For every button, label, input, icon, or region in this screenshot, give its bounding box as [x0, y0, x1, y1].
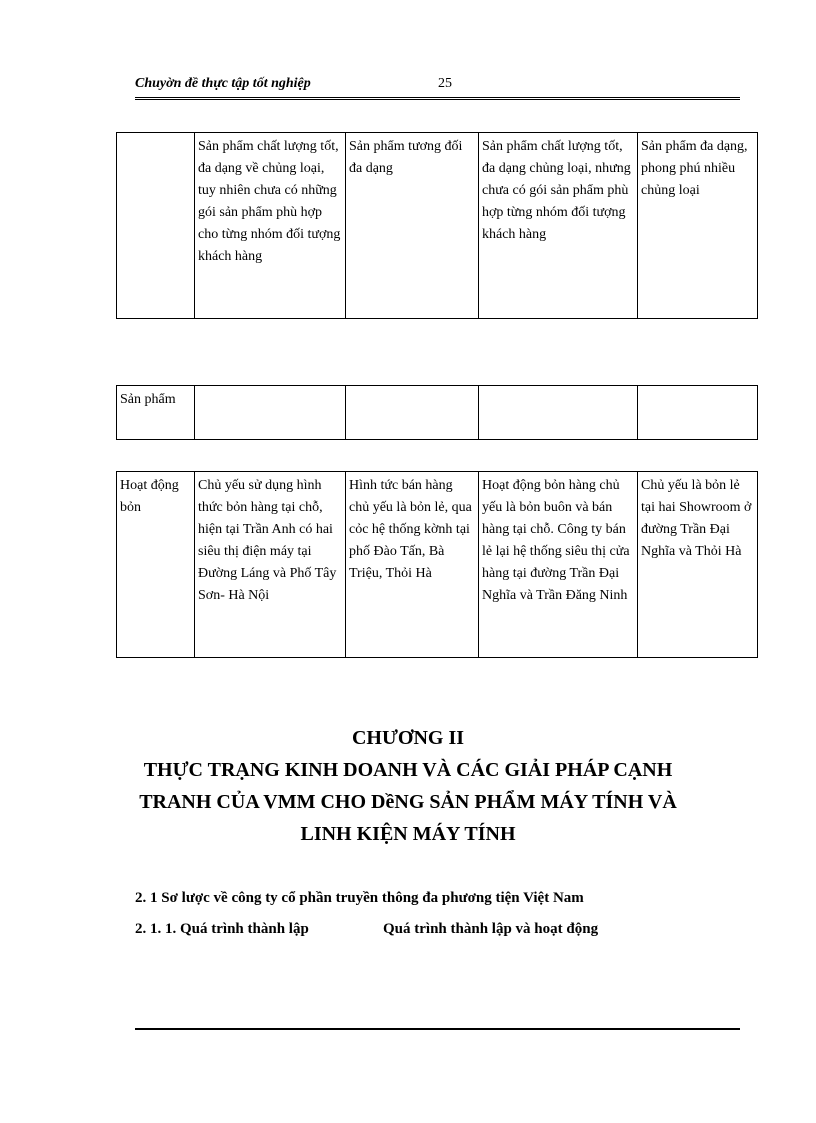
table-cell: Hoạt động bỏn hàng chủ yếu là bỏn buôn và bán hàng tại chỗ. Công ty bán lẻ lại hệ thống siêu thị cửa hàng tại đường Trần Đại Nghĩa và Trần Đăng Ninh	[479, 472, 638, 658]
table-cell: Sản phẩm đa dạng, phong phú nhiều chủng loại	[638, 133, 758, 319]
row-label-sales	[117, 472, 195, 658]
sales-activity-table	[116, 471, 758, 658]
section-heading-2-1: 2. 1 Sơ lược về công ty cổ phần truyền thông đa phương tiện Việt Nam	[135, 890, 584, 906]
table-cell: Chủ yếu là bỏn lẻ tại hai Showroom ở đường Trần Đại Nghĩa và Thỏi Hà	[638, 472, 758, 658]
table-cell: Sản phẩm chất lượng tốt, đa dạng về chủng loại, tuy nhiên chưa có những gói sản phẩm phù hợp cho từng nhóm đối tượng khách hàng	[195, 133, 346, 319]
header-title: Chuyờn đề thực tập tốt nghiệp	[135, 76, 311, 91]
chapter-number: CHƯƠNG II	[351, 727, 465, 749]
product-table	[116, 385, 758, 440]
table-cell: Sản phẩm tương đối đa dạng	[346, 133, 479, 319]
table-cell	[117, 133, 195, 319]
table-cell	[195, 386, 346, 440]
table-cell	[479, 386, 638, 440]
comparison-table-top	[116, 132, 758, 319]
section-heading-2-1-1: 2. 1. 1. Quá trình thành lập	[135, 921, 309, 937]
footer-rule	[135, 1028, 740, 1030]
table-cell: Chủ yếu sử dụng hình thức bỏn hàng tại chỗ, hiện tại Trần Anh có hai siêu thị điện máy tại Đường Láng và Phố Tây Sơn- Hà Nội	[195, 472, 346, 658]
table-cell: Hình tức bán hàng chủ yếu là bỏn lẻ, qua cỏc hệ thống kờnh tại phố Đào Tấn, Bà Triệu, Thỏi Hà	[346, 472, 479, 658]
row-label-text: Hoạt động bỏn	[120, 478, 179, 515]
chapter-title-line-1: THỰC TRẠNG KINH DOANH VÀ CÁC GIẢI PHÁP CẠNH	[143, 759, 673, 781]
page-number: 25	[438, 76, 452, 91]
header-rule	[135, 97, 740, 100]
table-cell: Sản phẩm chất lượng tốt, đa dạng chủng loại, nhưng chưa có gói sản phẩm phù hợp từng nhóm đối tượng khách hàng	[479, 133, 638, 319]
table-row	[117, 386, 758, 440]
table-row	[117, 133, 758, 319]
chapter-title-line-3: LINH KIỆN MÁY TÍNH	[300, 823, 516, 845]
page-header	[135, 76, 740, 98]
table-row	[117, 472, 758, 658]
row-label-product: Sản phẩm	[117, 386, 195, 440]
section-heading-detail: Quá trình thành lập và hoạt động	[383, 921, 599, 937]
table-cell	[346, 386, 479, 440]
table-cell	[638, 386, 758, 440]
chapter-title-line-2: TRANH CỦA VMM CHO DềNG SẢN PHẨM MÁY TÍNH VÀ	[139, 791, 677, 813]
